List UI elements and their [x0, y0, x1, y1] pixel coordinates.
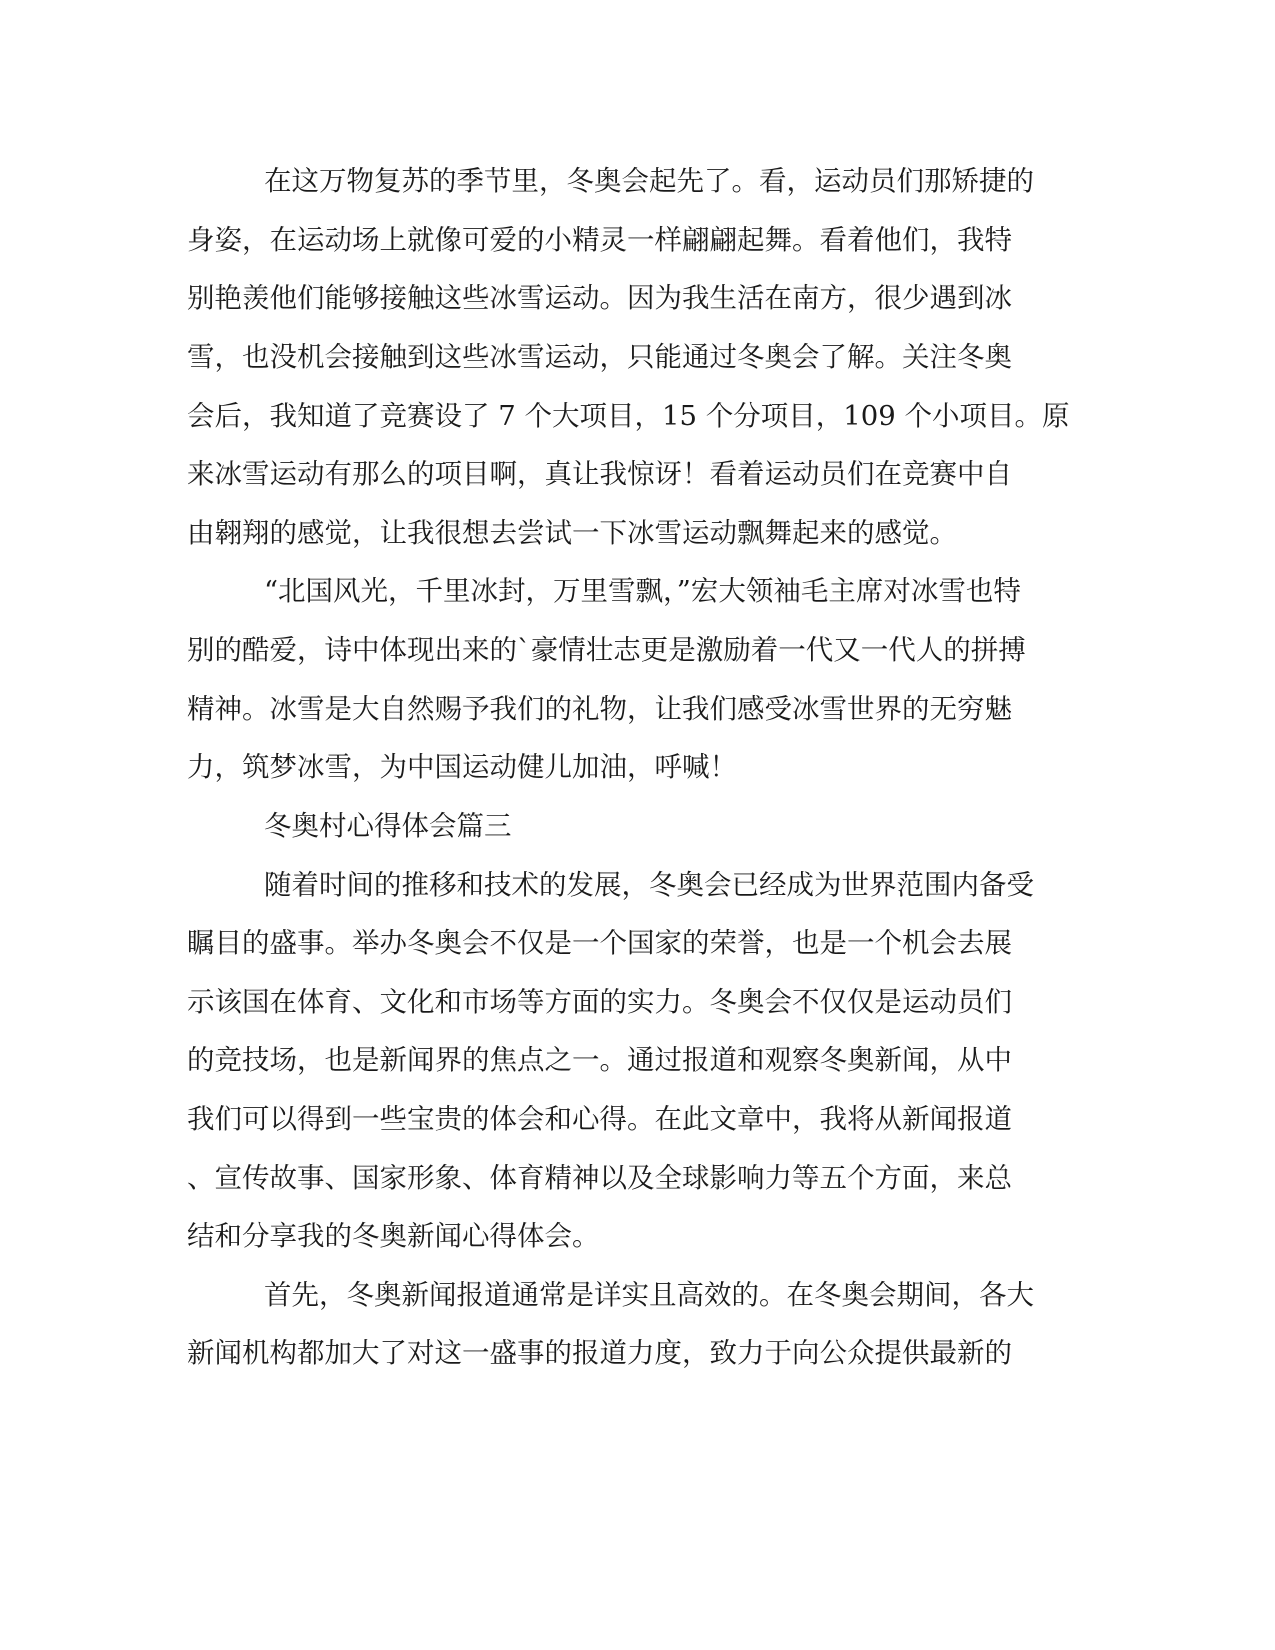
paragraph-3-line-7: 结和分享我的冬奥新闻心得体会。 — [187, 1220, 600, 1252]
paragraph-1-line-2: 身姿，在运动场上就像可爱的小精灵一样翩翩起舞。看着他们，我特 — [187, 224, 1012, 256]
paragraph-3-line-4: 的竞技场，也是新闻界的焦点之一。通过报道和观察冬奥新闻，从中 — [187, 1044, 1012, 1076]
paragraph-2-line-2: 别的酷爱，诗中体现出来的`豪情壮志更是激励着一代又一代人的拼搏 — [187, 634, 1026, 666]
paragraph-2-line-1: “北国风光，千里冰封，万里雪飘，”宏大领袖毛主席对冰雪也特 — [264, 575, 1021, 607]
paragraph-2-line-4: 力，筑梦冰雪，为中国运动健儿加油，呼喊！ — [187, 751, 737, 783]
section-heading: 冬奥村心得体会篇三 — [264, 810, 512, 842]
paragraph-3-line-2: 瞩目的盛事。举办冬奥会不仅是一个国家的荣誉，也是一个机会去展 — [187, 927, 1012, 959]
paragraph-3-line-1: 随着时间的推移和技术的发展，冬奥会已经成为世界范围内备受 — [264, 869, 1034, 901]
paragraph-1-line-3: 别艳羡他们能够接触这些冰雪运动。因为我生活在南方，很少遇到冰 — [187, 282, 1012, 314]
paragraph-1-line-7: 由翱翔的感觉，让我很想去尝试一下冰雪运动飘舞起来的感觉。 — [187, 517, 957, 549]
paragraph-2-line-3: 精神。冰雪是大自然赐予我们的礼物，让我们感受冰雪世界的无穷魅 — [187, 693, 1012, 725]
paragraph-3-line-6: 、宣传故事、国家形象、体育精神以及全球影响力等五个方面，来总 — [187, 1162, 1012, 1194]
paragraph-1-line-6: 来冰雪运动有那么的项目啊，真让我惊讶！看着运动员们在竞赛中自 — [187, 458, 1012, 490]
paragraph-1-line-5: 会后，我知道了竞赛设了 7 个大项目，15 个分项目，109 个小项目。原 — [187, 400, 1070, 432]
paragraph-4-line-2: 新闻机构都加大了对这一盛事的报道力度，致力于向公众提供最新的 — [187, 1337, 1012, 1369]
paragraph-1-line-1: 在这万物复苏的季节里，冬奥会起先了。看，运动员们那矫捷的 — [264, 165, 1034, 197]
paragraph-3-line-3: 示该国在体育、文化和市场等方面的实力。冬奥会不仅仅是运动员们 — [187, 986, 1012, 1018]
paragraph-4-line-1: 首先，冬奥新闻报道通常是详实且高效的。在冬奥会期间，各大 — [264, 1279, 1034, 1311]
paragraph-3-line-5: 我们可以得到一些宝贵的体会和心得。在此文章中，我将从新闻报道 — [187, 1103, 1012, 1135]
paragraph-1-line-4: 雪，也没机会接触到这些冰雪运动，只能通过冬奥会了解。关注冬奥 — [187, 341, 1012, 373]
